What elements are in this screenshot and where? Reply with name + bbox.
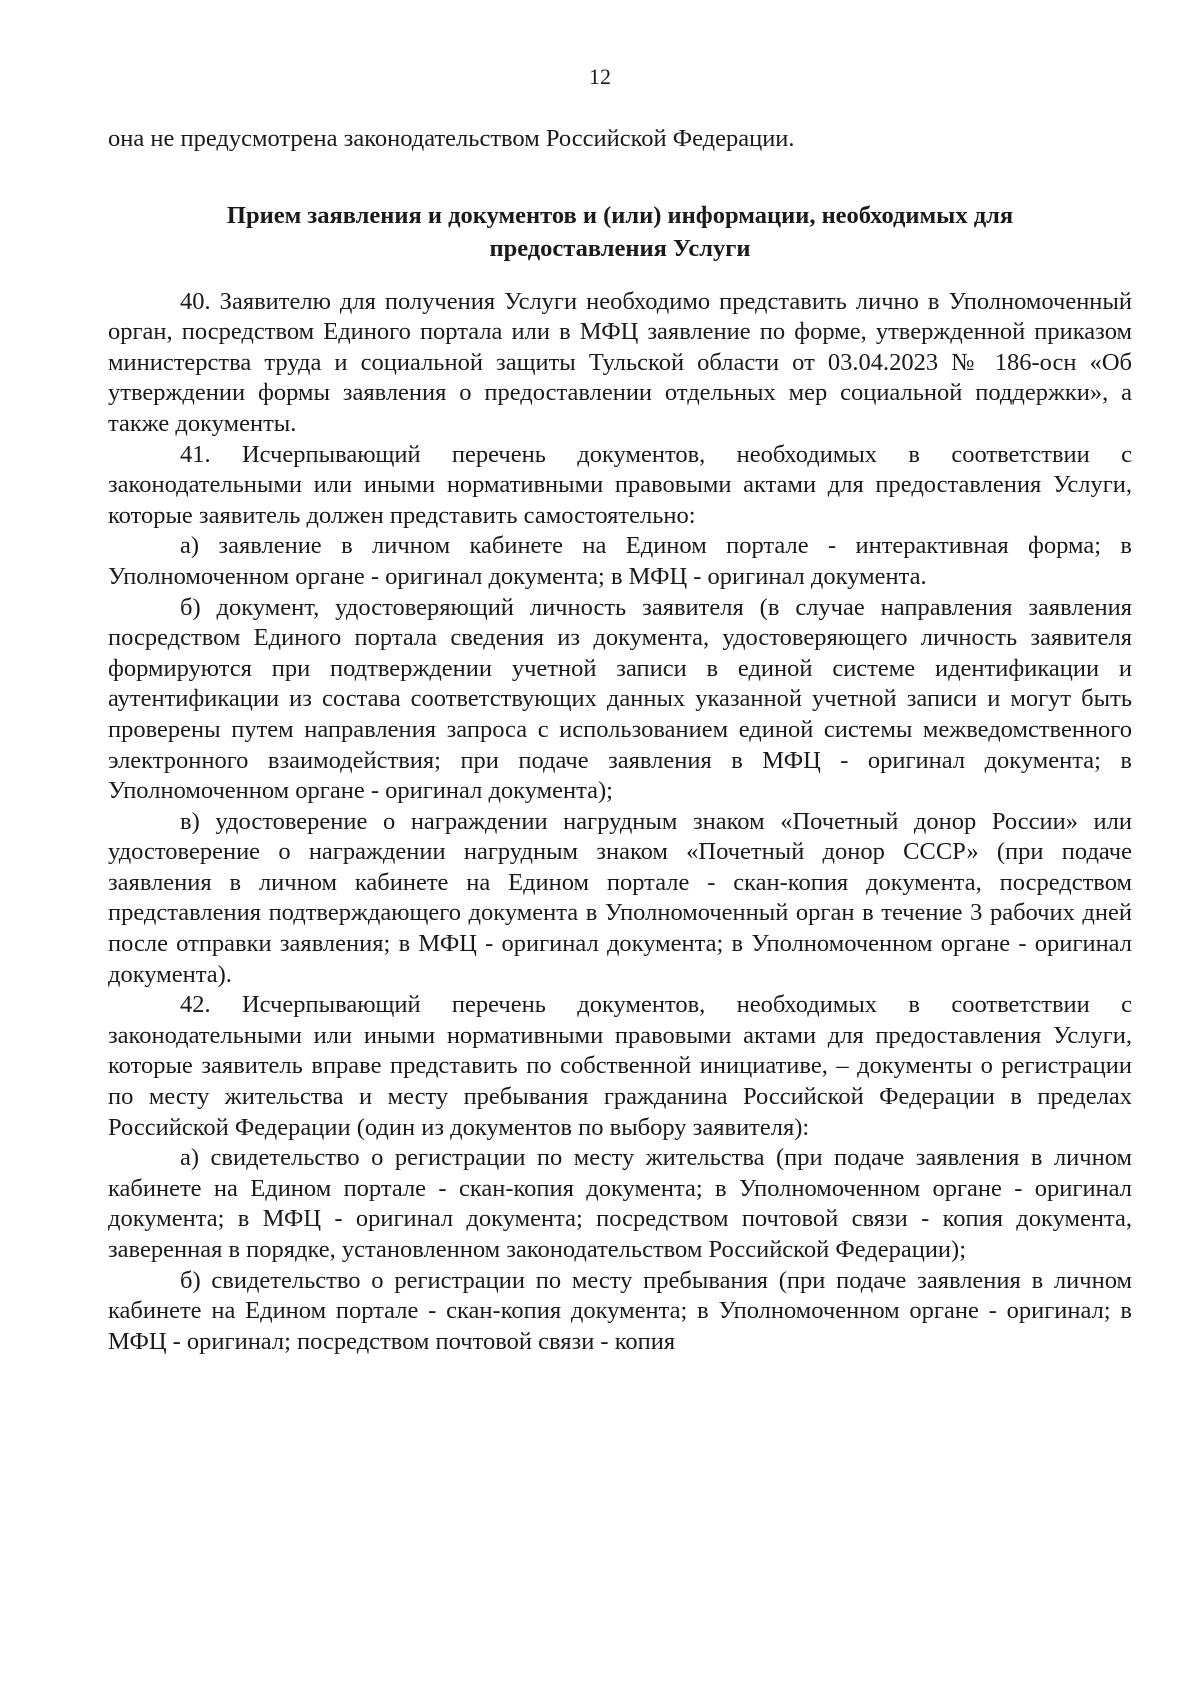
paragraph-42-b: б) свидетельство о регистрации по месту пребывания (при подаче заявления в личном кабинете на Едином портале - скан-копия документа; в Уполномоченном органе - оригинал; в МФЦ - оригинал; посредством почтовой связи - копия bbox=[108, 1266, 1132, 1355]
paragraph-41-a: а) заявление в личном кабинете на Едином портале - интерактивная форма; в Уполномоченном органе - оригинал документа; в МФЦ - оригинал документа. bbox=[108, 532, 1132, 590]
paragraph-41: 41. Исчерпывающий перечень документов, необходимых в соответствии с законодательными или иными нормативными правовыми актами для предоставления Услуги, которые заявитель должен представить самостоятельно: bbox=[108, 440, 1132, 529]
section-heading-line-1: Прием заявления и документов и (или) информации, необходимых для bbox=[226, 201, 1014, 229]
document-body bbox=[108, 124, 1132, 1357]
paragraph-42-a: а) свидетельство о регистрации по месту жительства (при подаче заявления в личном кабинете на Едином портале - скан-копия документа; в Уполномоченном органе - оригинал документа; в МФЦ - оригинал документа; посредством почтовой связи - копия документа, заверенная в порядке, установленном законодательством Российской Федерации); bbox=[108, 1144, 1132, 1263]
section-heading-line-2: предоставления Услуги bbox=[489, 234, 751, 262]
paragraph-40: 40. Заявителю для получения Услуги необходимо представить лично в Уполномоченный орган, посредством Единого портала или в МФЦ заявление по форме, утвержденной приказом министерства труда и социальной защиты Тульской области от 03.04.2023 № 186-осн «Об утверждении формы заявления о предоставлении отдельных мер социальной поддержки», а также документы. bbox=[108, 287, 1132, 437]
section-heading bbox=[108, 199, 1132, 265]
page-number: 12 bbox=[589, 64, 611, 89]
paragraph-41-v: в) удостоверение о награждении нагрудным знаком «Почетный донор России» или удостоверение о награждении нагрудным знаком «Почетный донор СССР» (при подаче заявления в личном кабинете на Едином портале - скан-копия документа, посредством представления подтверждающего документа в Уполномоченный орган в течение 3 рабочих дней после отправки заявления; в МФЦ - оригинал документа; в Уполномоченном органе - оригинал документа). bbox=[108, 807, 1132, 988]
paragraph-41-b: б) документ, удостоверяющий личность заявителя (в случае направления заявления посредством Единого портала сведения из документа, удостоверяющего личность заявителя формируются при подтверждении учетной записи в единой системе идентификации и аутентификации из состава соответствующих данных указанной учетной записи и могут быть проверены путем направления запроса с использованием единой системы межведомственного электронного взаимодействия; при подаче заявления в МФЦ - оригинал документа; в Уполномоченном органе - оригинал документа); bbox=[108, 593, 1132, 805]
continuation-text: она не предусмотрена законодательством Российской Федерации. bbox=[108, 125, 795, 152]
paragraph-42: 42. Исчерпывающий перечень документов, необходимых в соответствии с законодательными или иными нормативными правовыми актами для предоставления Услуги, которые заявитель вправе представить по собственной инициативе, – документы о регистрации по месту жительства и месту пребывания гражданина Российской Федерации в пределах Российской Федерации (один из документов по выбору заявителя): bbox=[108, 991, 1132, 1141]
